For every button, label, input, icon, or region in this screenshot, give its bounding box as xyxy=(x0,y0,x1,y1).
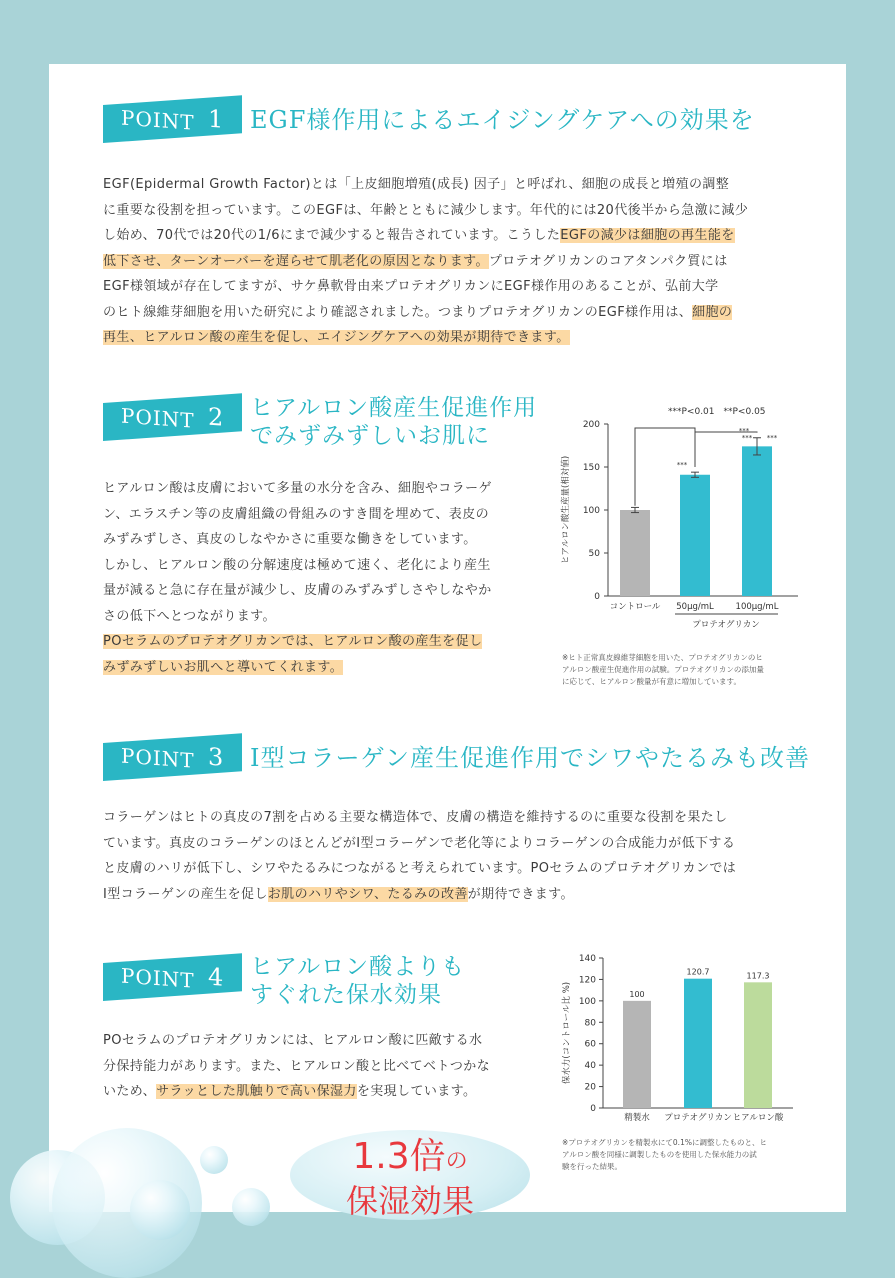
point-1-tag: POINT 1 xyxy=(103,95,242,143)
body-line xyxy=(103,1028,543,1054)
point-3-tag: POINT 3 xyxy=(103,733,242,781)
point-4-body xyxy=(103,1028,543,1105)
point-1-body xyxy=(103,172,803,351)
chart-2-note xyxy=(562,1137,802,1173)
body-text: が期待できます。 xyxy=(467,886,574,902)
bracket-label: *** xyxy=(766,434,778,442)
y-tick-label: 0 xyxy=(590,1104,596,1114)
note-line: アルロン酸を同様に調製したものを使用した保水能力の試 xyxy=(562,1150,757,1159)
data-label: 120.7 xyxy=(686,967,710,977)
note-line: ※ヒト正常真皮線維芽細胞を用いた、プロテオグリカンのヒ xyxy=(562,653,763,662)
body-text: EGF様領域が存在してますが、サケ鼻軟骨由来プロテオグリカンにEGF様作用のあることが、弘前大学 xyxy=(103,279,719,294)
bubble-decoration xyxy=(200,1146,228,1174)
body-line xyxy=(103,476,543,502)
bubble-decoration xyxy=(232,1188,270,1226)
point-4-heading-line2: すぐれた保水効果 xyxy=(250,982,442,1008)
bar xyxy=(742,446,772,596)
y-tick-label: 120 xyxy=(578,975,596,986)
highlight-text: POセラムのプロテオグリカンでは、ヒアルロン酸の産生を促し xyxy=(103,634,483,649)
body-text: ヒアルロン酸は皮膚において多量の水分を含み、細胞やコラーゲ xyxy=(103,481,492,496)
significance-label: *** xyxy=(676,461,688,470)
body-line xyxy=(103,578,543,604)
body-line xyxy=(103,553,543,579)
significance-label: *** xyxy=(738,426,750,435)
point-4-heading xyxy=(250,953,465,1009)
body-text: を実現しています。 xyxy=(356,1084,477,1099)
note-line: に応じて、ヒアルロン酸量が有意に増加しています。 xyxy=(562,677,741,686)
body-line xyxy=(103,655,543,681)
body-line xyxy=(103,1079,543,1105)
x-tick-label: 精製水 xyxy=(624,1113,650,1123)
body-text: しかし、ヒアルロン酸の分解速度は極めて速く、老化により産生 xyxy=(103,557,491,573)
y-axis-label: 保水力(コントロール比 %) xyxy=(562,981,572,1085)
body-text: 量が減ると急に存在量が減少し、皮膚のみずみずしさやしなやか xyxy=(103,583,492,598)
body-text: みずみずしさ、真皮のしなやかさに重要な働きをしています。 xyxy=(103,532,477,547)
body-text: EGF(Epidermal Growth Factor)とは「上皮細胞増殖(成長) 因子」と呼ばれ、細胞の成長と増殖の調整 xyxy=(103,177,730,192)
body-line xyxy=(103,1054,543,1080)
point-3-body xyxy=(103,805,803,907)
body-text: ン、エラスチン等の皮膚組織の骨組みのすき間を埋めて、表皮の xyxy=(103,506,490,522)
y-tick-label: 40 xyxy=(584,1061,596,1072)
highlight-text: 細胞の xyxy=(692,304,733,320)
x-tick-label: 50μg/mL xyxy=(676,602,714,612)
note-line: ※プロテオグリカンを精製水にて0.1%に調整したものと、ヒ xyxy=(562,1138,767,1147)
body-line xyxy=(103,856,803,882)
body-line xyxy=(103,629,543,655)
badge-number: 1.3倍 xyxy=(352,1136,446,1177)
y-axis-label: ヒアルロン酸生産量(相対値) xyxy=(561,455,571,565)
x-tick-label: プロテオグリカン xyxy=(664,1113,732,1123)
body-line xyxy=(103,805,803,831)
body-text: いため、 xyxy=(103,1084,157,1099)
x-tick-label: ヒアルロン酸 xyxy=(732,1113,784,1123)
point-4-heading-line1: ヒアルロン酸よりも xyxy=(250,954,466,980)
body-line xyxy=(103,223,803,249)
point-3-heading: I型コラーゲン産生促進作用でシワやたるみも改善 xyxy=(250,744,810,772)
point-2-heading-line1: ヒアルロン酸産生促進作用 xyxy=(250,395,538,421)
body-text: I型コラーゲンの産生を促し xyxy=(103,886,268,902)
bubble-decoration xyxy=(130,1180,190,1240)
point-2-body xyxy=(103,476,543,680)
body-line xyxy=(103,604,543,630)
body-text: コラーゲンはヒトの真皮の7割を占める主要な構造体で、皮膚の構造を維持するのに重要な役割を果たし xyxy=(103,810,728,825)
chart-legend: ***P<0.01 **P<0.05 xyxy=(668,407,766,417)
body-line xyxy=(103,274,803,300)
y-tick-label: 100 xyxy=(578,996,596,1007)
moisture-badge xyxy=(290,1130,530,1220)
y-tick-label: 100 xyxy=(582,506,600,516)
body-text: ています。真皮のコラーゲンのほとんどがI型コラーゲンで老化等によりコラーゲンの合成能力が低下する xyxy=(103,835,736,851)
body-line xyxy=(103,249,803,275)
body-text: さの低下へとつながります。 xyxy=(103,608,276,624)
bracket-label: *** xyxy=(741,434,753,442)
point-2-tag: POINT 2 xyxy=(103,393,242,441)
hyaluronic-production-chart xyxy=(550,400,810,640)
body-line xyxy=(103,502,543,528)
note-line: 験を行った結果。 xyxy=(562,1162,622,1171)
highlight-text: サラッとした肌触りで高い保湿力 xyxy=(156,1084,357,1099)
bar xyxy=(680,475,710,596)
body-line xyxy=(103,831,803,857)
body-text: し始め、70代では20代の1/6にまで減少すると報告されています。こうした xyxy=(103,228,561,243)
y-tick-label: 140 xyxy=(578,954,596,964)
highlight-text: お肌のハリやシワ、たるみの改善 xyxy=(267,886,468,902)
bar xyxy=(623,1001,651,1108)
y-tick-label: 80 xyxy=(584,1018,596,1029)
body-text: 分保持能力があります。また、ヒアルロン酸と比べてベトつかな xyxy=(103,1058,491,1074)
y-tick-label: 50 xyxy=(588,549,600,559)
y-tick-label: 150 xyxy=(582,463,600,473)
body-line xyxy=(103,882,803,908)
body-line xyxy=(103,198,803,224)
y-tick-label: 20 xyxy=(584,1082,596,1093)
water-retention-chart xyxy=(555,950,805,1130)
body-text: と皮膚のハリが低下し、シワやたるみにつながると考えられています。POセラムのプロテオグリカンでは xyxy=(103,861,737,876)
y-tick-label: 0 xyxy=(594,592,600,602)
point-2-heading xyxy=(250,394,537,450)
body-text: POセラムのプロテオグリカンには、ヒアルロン酸に匹敵する水 xyxy=(103,1033,483,1048)
highlight-text: 低下させ、ターンオーバーを遅らせて肌老化の原因となります。 xyxy=(103,253,489,269)
y-tick-label: 200 xyxy=(582,420,600,430)
highlight-text: EGFの減少は細胞の再生能を xyxy=(560,228,735,243)
point-4-tag: POINT 4 xyxy=(103,953,242,1001)
data-label: 100 xyxy=(629,989,645,999)
badge-suffix: の xyxy=(445,1149,468,1174)
note-line: アルロン酸産生促進作用の試験。プロテオグリカンの添加量 xyxy=(562,665,764,674)
data-label: 117.3 xyxy=(746,971,770,981)
bar xyxy=(620,510,650,596)
point-2-heading-line2: でみずみずしいお肌に xyxy=(250,423,490,449)
bar xyxy=(684,979,712,1108)
x-tick-label: コントロール xyxy=(609,602,661,612)
highlight-text: みずみずしいお肌へと導いてくれます。 xyxy=(103,659,344,675)
chart-1-note xyxy=(562,652,802,688)
body-line xyxy=(103,300,803,326)
body-text: に重要な役割を担っています。このEGFは、年齢とともに減少します。年代的には20代後半から急激に減少 xyxy=(103,202,749,218)
bar xyxy=(744,982,772,1108)
body-line xyxy=(103,325,803,351)
x-tick-label: 100μg/mL xyxy=(735,602,779,612)
badge-text: 保湿効果 xyxy=(345,1182,474,1220)
body-line xyxy=(103,527,543,553)
body-line xyxy=(103,172,803,198)
body-text: プロテオグリカンのコアタンパク質には xyxy=(488,253,728,269)
body-text: のヒト線維芽細胞を用いた研究により確認されました。つまりプロテオグリカンのEGF様作用は、 xyxy=(103,304,693,320)
y-tick-label: 60 xyxy=(584,1039,596,1050)
group-label: プロテオグリカン xyxy=(692,620,760,630)
point-1-heading: EGF様作用によるエイジングケアへの効果を xyxy=(250,106,755,134)
highlight-text: 再生、ヒアルロン酸の産生を促し、エイジングケアへの効果が期待できます。 xyxy=(103,330,570,345)
